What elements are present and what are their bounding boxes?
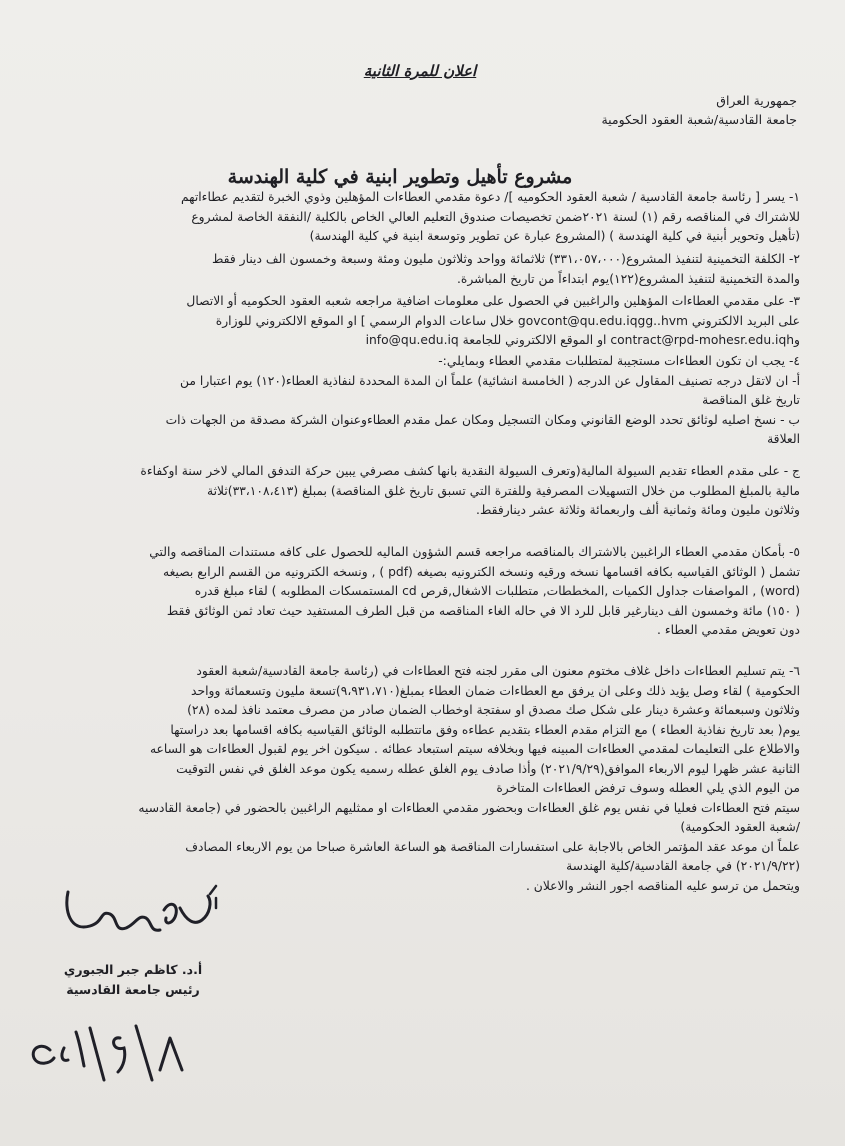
header-department: جامعة القادسية/شعبة العقود الحكومية: [601, 112, 797, 127]
signatory-role: رئيس جامعة القادسية: [66, 982, 200, 997]
paragraph-liquidity: ج - على مقدم العطاء تقديم السيولة المالية(وتعرف السيولة النقدية بانها كشف مصرفي يبين حركة التدفق المالي لاخر سنة اوكفاءة مالية بالمبلغ المطلوب من خلال التسهيلات المصرفية وللفترة التي تسبق تاريخ غلق المناقصة) بمبلغ (٣٣،١٠٨،٤١٣)ثلاثة وثلاثون مليون ومائة وثمانية ألف واربعمائة وثلاثة عشر دينارفقط.: [140, 464, 800, 517]
announcement-heading: اعلان للمرة الثانية: [363, 62, 477, 80]
project-title: مشروع تأهيل وتطوير ابنية في كلية الهندسة: [227, 166, 573, 188]
handwritten-date: [20, 1010, 205, 1085]
paragraph-5-documents: ٥- بأمكان مقدمي العطاء الراغبين بالاشتراك بالمناقصه مراجعه قسم الشؤون الماليه للحصول على كافه مستندات المناقصه والتي تشمل ( الوثائق القياسيه بكافه اقسامها نسخه ورقيه ونسخه الكترونيه بصيغه (pdf ) , ونسخه الكترونيه من القسم الرابع بصيغه (word) , المواصفات جداول الكميات ,المخططات, متطلبات الاشغال,قرص cd المستمسكات المطلوبه ) لقاء مبلغ قدره ( ١٥٠) مائة وخمسون الف دينارغير قابل للرد الا في حاله الغاء المناقصه من قبل الطرف المستفيد حيث تعاد ثمن الوثائق فقط دون تعويض مقدمي العطاء .: [149, 545, 800, 637]
paragraph-1: ١- يسر [ رئاسة جامعة القادسية / شعبة العقود الحكوميه ]/ دعوة مقدمي العطاءات المؤهلين وذوي الخبرة لتقديم عطاءاتهم للاشتراك في المناقصه رقم (١) لسنة ٢٠٢١ضمن تخصيصات صندوق التعليم العالي الخاص بالكلية /النفقة الخاصة لمشروع (تأهيل وتحوير أبنية في كلية الهندسة ) (المشروع عبارة عن تطوير وتوسعة ابنية في كلية الهندسة): [180, 190, 800, 243]
header-country: جمهورية العراق: [716, 93, 797, 108]
paragraph-2-cost: ٢- الكلفة التخمينية لتنفيذ المشروع(٣٣١،٠٥٧،٠٠٠) ثلاثمائة وواحد وثلاثون مليون ومئة وسبعة وخمسون الف دينار فقط والمدة التخمينية لتنفيذ المشروع(١٢٢)يوم ابتداءاً من تاريخ المباشرة.: [211, 252, 800, 286]
paragraph-6-submission: ٦- يتم تسليم العطاءات داخل غلاف مختوم معنون الى مقرر لجنه فتح العطاءات في (رئاسة جامعة القادسية/شعبة العقود الحكومية ) لقاء وصل يؤيد ذلك وعلى ان يرفق مع العطاءات ضمان العطاء بمبلغ(٩،٩٣١،٧١٠)تسعة مليون وتسعمائة وواحد وثلاثون وسبعمائة وعشرة دينار على شكل صك مصدق او سفتجة اوخطاب الضمان صادر من مصرف معتمد نافذ لمده (٢٨) يوم( بعد تاريخ نفاذية العطاء ) مع التزام مقدم العطاء بتقديم عطاءه وفق ماتتطلبه الوثائق القياسيه بكافه اقسامها بعد دراستها والاطلاع على التعليمات لمقدمي العطاءات المبينه فيها وبخلافه سيتم استبعاد عطائه . سيكون اخر يوم لقبول العطاءات هو الساعه الثانية عشر ظهرا ليوم الاربعاء الموافق(٢٠٢١/٩/٢٩) وأذا صادف يوم الغلق عطله رسميه يكون موعد الغلق في نفس التوقيت من اليوم الذي يلي العطله وسوف ترفض العطاءات المتاخرة سيتم فتح العطاءات فعليا في نفس يوم غلق العطاءات وبحضور مقدمي العطاءات او ممثليهم الراغبين بالحضور في (جامعة القادسيه /شعبة العقود الحكومية) علماً ان موعد عقد المؤتمر الخاص بالاجابة على استفسارات المناقصة هو الساعة العاشرة صباحا من يوم الاربعاء المصادف (٢٠٢١/٩/٢٢) في جامعة القادسية/كلية الهندسة ويتحمل من ترسو عليه المناقصه اجور النشر والاعلان .: [138, 664, 800, 893]
handwritten-signature: [60, 880, 230, 950]
paragraph-4-requirements: ٤- يجب ان تكون العطاءات مستجيبة لمتطلبات مقدمي العطاء وبمايلي:- أ- ان لاتقل درجه تصنيف المقاول عن الدرجه ( الخامسة انشائية) علماً ان المدة المحددة لنفاذية العطاء(١٢٠) يوم اعتبارا من تاريخ غلق المناقصة ب - نسخ اصليه لوثائق تحدد الوضع القانوني ومكان التسجيل ومكان عمل مقدم العطاءوعنوان الشركة مصدقة من الجهات ذات العلاقة: [165, 354, 800, 446]
paragraph-3-contact: ٣- على مقدمي العطاءات المؤهلين والراغبين في الحصول على معلومات اضافية مراجعه شعبه العقود الحكوميه أو الاتصال على البريد الالكتروني govcont@qu.edu.iqgg..hvm خلال ساعات الدوام الرسمي ] او الموقع الالكتروني للوزارة وcontract@rpd-mohesr.edu.iqh او الموقع الالكتروني للجامعة info@qu.edu.iq: [186, 294, 800, 347]
signatory-name: أ.د. كاظم جبر الجبوري: [63, 962, 203, 977]
